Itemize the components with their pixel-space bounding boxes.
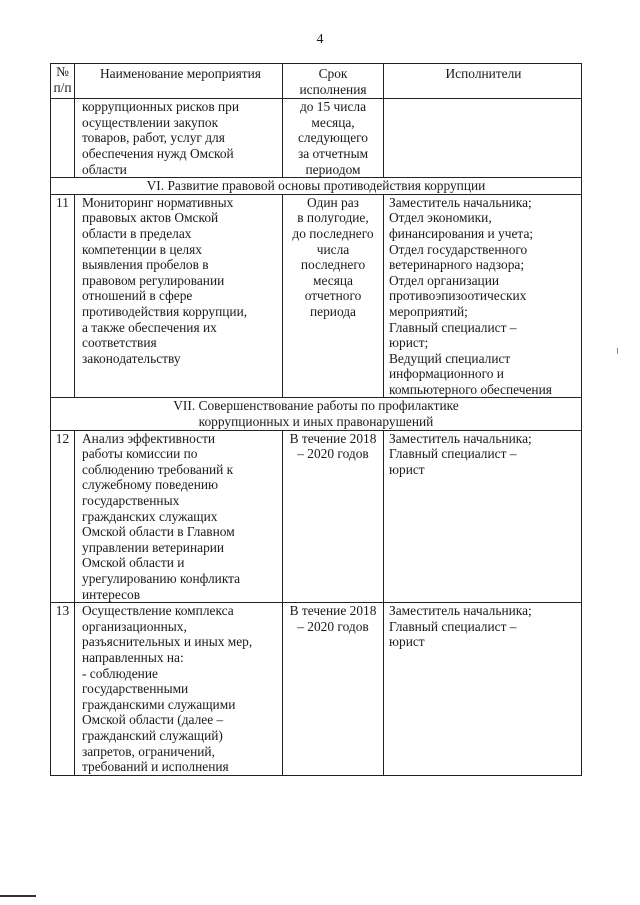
row-num <box>51 99 75 178</box>
row-name: Мониторинг нормативных правовых актов Омской области в пределах компетенции в целях выявления пробелов в правовом регулировании отношений в сфере противодействия коррупции, а также обеспечения их соответствия законодательству <box>75 194 283 398</box>
row-executors: Заместитель начальника; Отдел экономики, финансирования и учета; Отдел государственного ветеринарного надзора; Отдел организации противоэпизоотических мероприятий; Главный специалист – юрист; Ведущий специалист информационного и компьютерного обеспечения <box>384 194 582 398</box>
row-name: Анализ эффективности работы комиссии по соблюдению требований к служебному поведению государственных гражданских служащих Омской области в Главном управлении ветеринарии Омской области и урегулированию конфликта интересов <box>75 430 283 603</box>
page-number: 4 <box>316 32 324 47</box>
table-row <box>51 99 582 178</box>
section-title-7: VII. Совершенствование работы по профилактике коррупционных и иных правонарушений <box>51 398 582 430</box>
row-executors: Заместитель начальника; Главный специалист – юрист <box>384 603 582 776</box>
row-num: 12 <box>51 430 75 603</box>
table-row <box>51 430 582 603</box>
scan-edge-line <box>0 895 36 897</box>
header-name: Наименование мероприятия <box>75 64 283 99</box>
section-row <box>51 178 582 195</box>
section-title-6: VI. Развитие правовой основы противодействия коррупции <box>51 178 582 195</box>
row-name: Осуществление комплекса организационных, разъяснительных и иных мер, направленных на: - соблюдение государственными гражданскими служащими Омской области (далее – гражданский служащий) запретов, ограничений, требований и исполнения <box>75 603 283 776</box>
row-name: коррупционных рисков при осуществлении закупок товаров, работ, услуг для обеспечения нужд Омской области <box>75 99 283 178</box>
row-executors: Заместитель начальника; Главный специалист – юрист <box>384 430 582 603</box>
header-executors: Исполнители <box>384 64 582 99</box>
row-num: 13 <box>51 603 75 776</box>
row-term: В течение 2018 – 2020 годов <box>283 430 384 603</box>
table-row <box>51 603 582 776</box>
row-term: Один раз в полугодие, до последнего числа последнего месяца отчетного периода <box>283 194 384 398</box>
row-num: 11 <box>51 194 75 398</box>
measures-table <box>50 63 582 776</box>
table-row <box>51 194 582 398</box>
row-executors <box>384 99 582 178</box>
header-num: № п/п <box>51 64 75 99</box>
header-term: Срок исполнения <box>283 64 384 99</box>
row-term: В течение 2018 – 2020 годов <box>283 603 384 776</box>
section-row <box>51 398 582 430</box>
row-term: до 15 числа месяца, следующего за отчетным периодом <box>283 99 384 178</box>
scan-mark <box>617 348 618 354</box>
table-header-row <box>51 64 582 99</box>
